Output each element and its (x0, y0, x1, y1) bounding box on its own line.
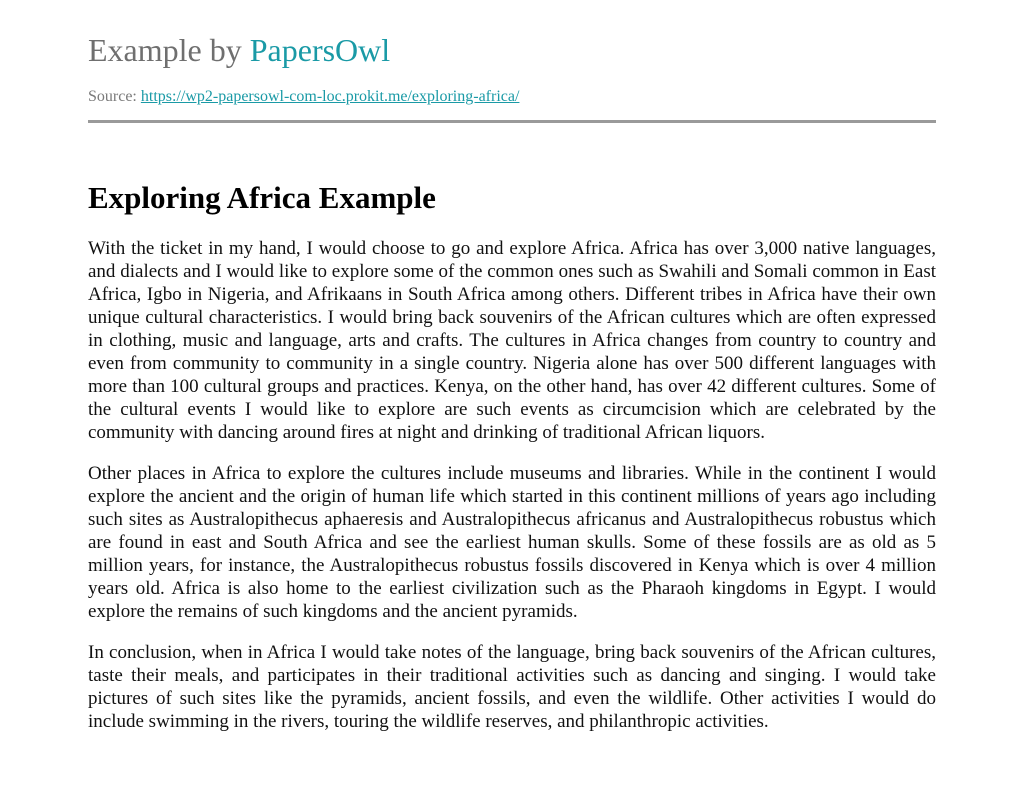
brand-name: PapersOwl (249, 32, 391, 68)
paragraph: Other places in Africa to explore the cultures include museums and libraries. While in the continent I would explore the ancient and the origin of human life which started in this continent millions of years ago including such sites as Australopithecus aphaeresis and Australopithecus africanus and Australopithecus robustus which are found in east and South Africa and see the earliest human skulls. Some of these fossils are as old as 5 million years, for instance, the Australopithecus robustus fossils discovered in Kenya which is over 4 million years old. Africa is also home to the earliest civilization such as the Pharaoh kingdoms in Egypt. I would explore the remains of such kingdoms and the ancient pyramids. (88, 463, 936, 622)
document-title: Exploring Africa Example (88, 180, 436, 215)
source-label: Source: (88, 88, 141, 105)
header-divider (88, 120, 936, 123)
paragraph: With the ticket in my hand, I would choose to go and explore Africa. Africa has over 3,000 native languages, and dialects and I would like to explore some of the common ones such as Swahili and Somali common in East Africa, Igbo in Nigeria, and Afrikaans in South Africa among others. Different tribes in Africa have their own unique cultural characteristics. I would bring back souvenirs of the African cultures which are often expressed in clothing, music and language, arts and crafts. The cultures in Africa changes from country to country and even from community to community in a single country. Nigeria alone has over 500 different languages with more than 100 cultural groups and practices. Kenya, on the other hand, has over 42 different cultures. Some of the cultural events I would like to explore are such events as circumcision which are celebrated by the community with dancing around fires at night and drinking of traditional African liquors. (88, 238, 936, 443)
paragraph: In conclusion, when in Africa I would take notes of the language, bring back souvenirs of the African cultures, taste their meals, and participates in their traditional activities such as dancing and singing. I would take pictures of such sites like the pyramids, ancient fossils, and even the wildlife. Other activities I would do include swimming in the rivers, touring the wildlife reserves, and philanthropic activities. (88, 642, 936, 732)
page (88, 0, 936, 733)
source-link[interactable]: https://wp2-papersowl-com-loc.prokit.me/exploring-africa/ (140, 88, 520, 105)
brand-heading (88, 30, 936, 70)
document-body (88, 237, 936, 733)
brand-prefix: Example by (88, 32, 250, 68)
source-line (88, 87, 936, 107)
